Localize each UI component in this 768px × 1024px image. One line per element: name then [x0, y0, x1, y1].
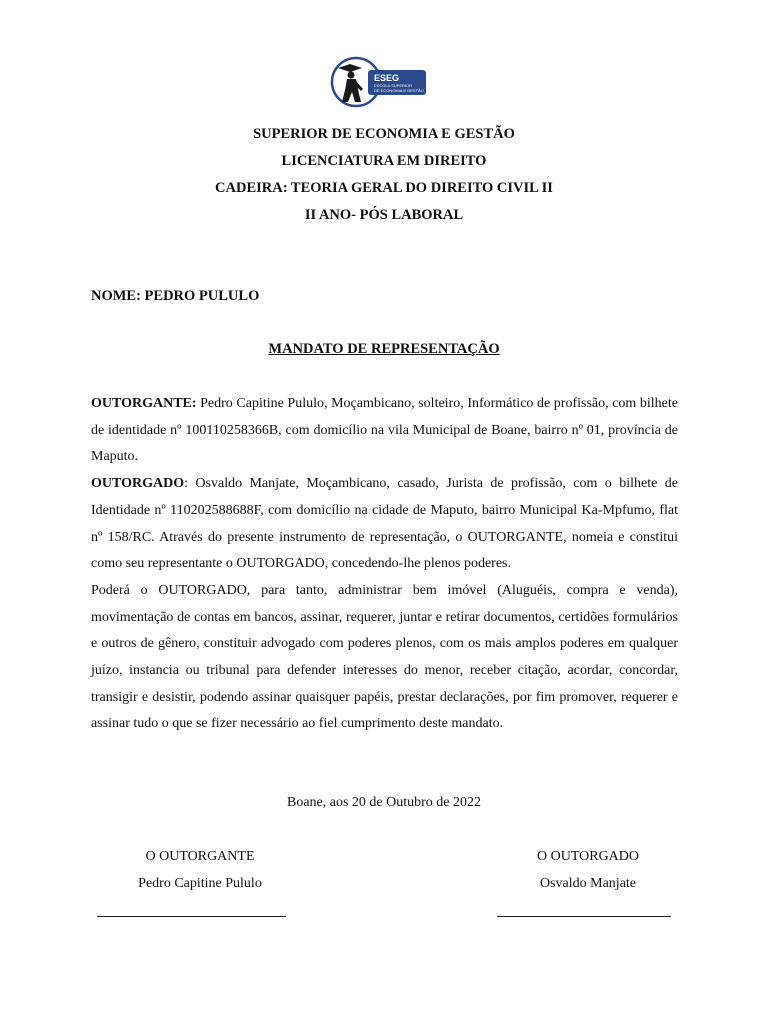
- signature-outorgante: [100, 848, 300, 893]
- outorgante-text: Pedro Capitine Pululo, Moçambicano, solteiro, Informático de profissão, com bilhete de identidade nº 100110258366B, com domicílio na vila Municipal de Boane, bairro nº 01, província de Maputo.: [91, 396, 678, 465]
- outorgante-paragraph: [91, 391, 678, 471]
- powers-paragraph: Poderá o OUTORGADO, para tanto, administrar bem imóvel (Aluguéis, compra e venda), movimentação de contas em bancos, assinar, requerer, juntar e retirar documentos, certidões formulários e outros de gênero, constituir advogado com poderes plenos, com os mais amplos poderes em qualquer juízo, instancia ou tribunal para defender interesses do menor, receber citação, acordar, concordar, transigir e desistir, podendo assinar quaisquer papéis, prestar declarações, por fim promover, requerer e assinar tudo o que se fizer necessário ao fiel cumprimento deste mandato.: [91, 582, 678, 732]
- outorgado-paragraph: [91, 471, 678, 578]
- signature-line-left: [97, 916, 286, 917]
- eseg-logo: [330, 56, 430, 108]
- logo-subtitle-2: DE ECONOMIA E GESTÃO: [374, 88, 424, 93]
- institution-title: SUPERIOR DE ECONOMIA E GESTÃO: [253, 126, 515, 142]
- signature-line-right: [497, 916, 671, 917]
- year-title: II ANO- PÓS LABORAL: [304, 207, 464, 223]
- outorgado-label: OUTORGADO: [91, 476, 185, 492]
- signature-role-left: O OUTORGANTE: [145, 849, 255, 864]
- logo-text: ESEG: [374, 73, 400, 83]
- signature-name-left: Pedro Capitine Pululo: [138, 876, 262, 891]
- signature-outorgado: [488, 848, 688, 893]
- student-name: NOME: PEDRO PULULO: [91, 288, 260, 304]
- signature-name-right: Osvaldo Manjate: [539, 876, 637, 891]
- document-body: [91, 391, 678, 738]
- place-date: Boane, aos 20 de Outubro de 2022: [286, 795, 482, 810]
- course-title: LICENCIATURA EM DIREITO: [281, 153, 487, 169]
- subject-title: CADEIRA: TEORIA GERAL DO DIREITO CIVIL II: [215, 180, 553, 196]
- signature-role-right: O OUTORGADO: [536, 849, 640, 864]
- outorgado-text: : Osvaldo Manjate, Moçambicano, casado, Jurista de profissão, com o bilhete de Identidade nº 110202588688F, com domicílio na cidade de Maputo, bairro Municipal Ka-Mpfumo, flat nº 158/RC. Através do presente instrumento de representação, o OUTORGANTE, nomeia e constitui como seu representante o OUTORGADO, concedendo-lhe plenos poderes.: [91, 476, 678, 572]
- logo-subtitle-1: ESCOLA SUPERIOR: [374, 83, 413, 88]
- document-title: MANDATO DE REPRESENTAÇÃO: [268, 341, 500, 357]
- outorgante-label: OUTORGANTE:: [91, 396, 197, 411]
